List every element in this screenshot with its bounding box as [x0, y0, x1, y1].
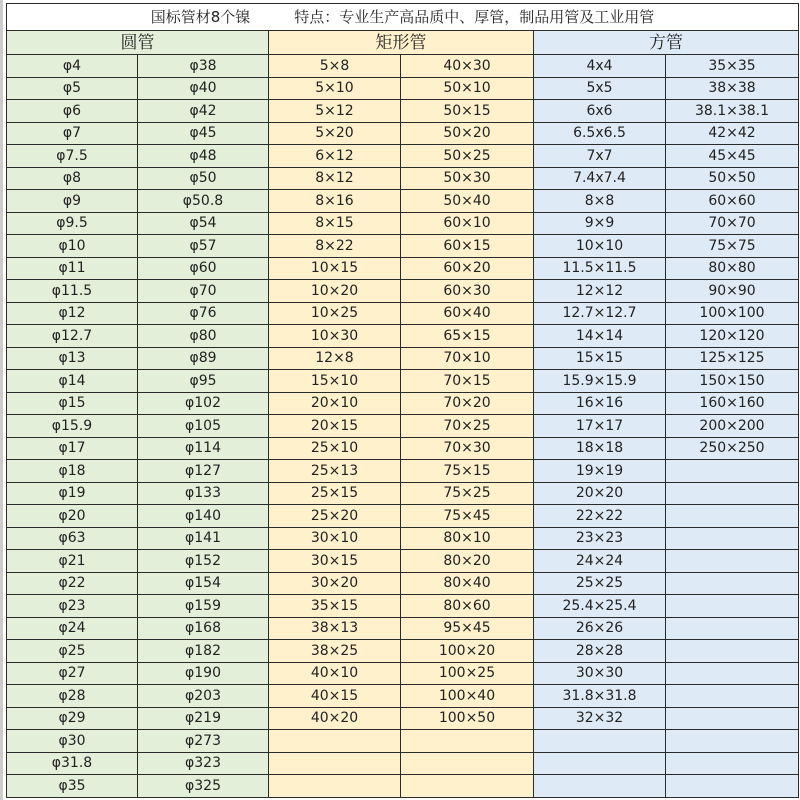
rect-size-b-cell: 60×15: [401, 235, 534, 258]
rect-size-b-cell: 100×40: [401, 685, 534, 708]
table-row: [7, 190, 799, 213]
square-size-a-cell: 9×9: [534, 212, 666, 235]
round-size-b-cell: φ57: [138, 235, 269, 258]
table-row: [7, 280, 799, 303]
rect-size-b-cell: 95×45: [401, 617, 534, 640]
rect-size-b-cell: 70×15: [401, 370, 534, 393]
table-row: [7, 572, 799, 595]
square-size-b-cell: [666, 460, 799, 483]
header-square-pipe: 方管: [534, 31, 799, 55]
round-size-b-cell: φ95: [138, 370, 269, 393]
rect-size-b-cell: 75×25: [401, 482, 534, 505]
rect-size-a-cell: 25×20: [269, 505, 401, 528]
table-row: [7, 437, 799, 460]
round-size-a-cell: φ10: [7, 235, 138, 258]
square-size-b-cell: 125×125: [666, 347, 799, 370]
round-size-a-cell: φ15.9: [7, 415, 138, 438]
round-size-b-cell: φ182: [138, 640, 269, 663]
table-row: [7, 302, 799, 325]
square-size-a-cell: 30×30: [534, 662, 666, 685]
table-row: [7, 640, 799, 663]
table-row: [7, 257, 799, 280]
table-row: [7, 212, 799, 235]
square-size-a-cell: 6x6: [534, 100, 666, 123]
rect-size-a-cell: 6×12: [269, 145, 401, 168]
round-size-b-cell: φ60: [138, 257, 269, 280]
rect-size-a-cell: 8×15: [269, 212, 401, 235]
square-size-b-cell: [666, 527, 799, 550]
table-row: [7, 752, 799, 775]
square-size-b-cell: [666, 662, 799, 685]
round-size-a-cell: φ6: [7, 100, 138, 123]
round-size-a-cell: φ27: [7, 662, 138, 685]
square-size-a-cell: 15.9×15.9: [534, 370, 666, 393]
round-size-b-cell: φ76: [138, 302, 269, 325]
square-size-a-cell: 17×17: [534, 415, 666, 438]
round-size-b-cell: φ323: [138, 752, 269, 775]
round-size-b-cell: φ152: [138, 550, 269, 573]
rect-size-b-cell: 70×30: [401, 437, 534, 460]
round-size-b-cell: φ54: [138, 212, 269, 235]
round-size-a-cell: φ14: [7, 370, 138, 393]
rect-size-b-cell: 80×40: [401, 572, 534, 595]
rect-size-b-cell: 60×40: [401, 302, 534, 325]
table-row: [7, 77, 799, 100]
square-size-b-cell: [666, 482, 799, 505]
rect-size-a-cell: 40×15: [269, 685, 401, 708]
rect-size-b-cell: 75×15: [401, 460, 534, 483]
rect-size-b-cell: [401, 752, 534, 775]
table-row: [7, 550, 799, 573]
table-row: [7, 415, 799, 438]
rect-size-b-cell: 60×20: [401, 257, 534, 280]
round-size-b-cell: φ48: [138, 145, 269, 168]
rect-size-b-cell: 50×10: [401, 77, 534, 100]
round-size-b-cell: φ50.8: [138, 190, 269, 213]
table-row: [7, 392, 799, 415]
rect-size-b-cell: 100×50: [401, 707, 534, 730]
table-row: [7, 460, 799, 483]
rect-size-a-cell: [269, 775, 401, 798]
square-size-a-cell: 31.8×31.8: [534, 685, 666, 708]
round-size-a-cell: φ11.5: [7, 280, 138, 303]
round-size-a-cell: φ8: [7, 167, 138, 190]
rect-size-b-cell: 80×20: [401, 550, 534, 573]
rect-size-a-cell: 10×25: [269, 302, 401, 325]
table-row: [7, 775, 799, 798]
rect-size-a-cell: 10×20: [269, 280, 401, 303]
square-size-a-cell: [534, 775, 666, 798]
round-size-b-cell: φ40: [138, 77, 269, 100]
title-name: 国标管材8个镍: [150, 8, 251, 26]
table-row: [7, 617, 799, 640]
rect-size-b-cell: 50×40: [401, 190, 534, 213]
round-size-b-cell: φ154: [138, 572, 269, 595]
square-size-b-cell: [666, 617, 799, 640]
square-size-b-cell: [666, 550, 799, 573]
rect-size-b-cell: 70×10: [401, 347, 534, 370]
round-size-a-cell: φ63: [7, 527, 138, 550]
round-size-b-cell: φ45: [138, 122, 269, 145]
square-size-a-cell: 20×20: [534, 482, 666, 505]
round-size-a-cell: φ17: [7, 437, 138, 460]
rect-size-a-cell: 20×15: [269, 415, 401, 438]
round-size-b-cell: φ127: [138, 460, 269, 483]
rect-size-b-cell: [401, 730, 534, 753]
square-size-a-cell: 23×23: [534, 527, 666, 550]
square-size-b-cell: 250×250: [666, 437, 799, 460]
square-size-a-cell: 15×15: [534, 347, 666, 370]
round-size-b-cell: φ325: [138, 775, 269, 798]
rect-size-a-cell: 30×20: [269, 572, 401, 595]
square-size-b-cell: 70×70: [666, 212, 799, 235]
square-size-b-cell: 120×120: [666, 325, 799, 348]
rect-size-a-cell: 8×16: [269, 190, 401, 213]
square-size-b-cell: [666, 775, 799, 798]
square-size-b-cell: 50×50: [666, 167, 799, 190]
round-size-b-cell: φ140: [138, 505, 269, 528]
square-size-b-cell: 200×200: [666, 415, 799, 438]
table-row: [7, 370, 799, 393]
square-size-b-cell: 42×42: [666, 122, 799, 145]
round-size-a-cell: φ5: [7, 77, 138, 100]
rect-size-a-cell: 5×10: [269, 77, 401, 100]
square-size-b-cell: 90×90: [666, 280, 799, 303]
round-size-a-cell: φ11: [7, 257, 138, 280]
square-size-a-cell: 18×18: [534, 437, 666, 460]
round-size-a-cell: φ12: [7, 302, 138, 325]
table-row: [7, 685, 799, 708]
table-row: [7, 235, 799, 258]
square-size-b-cell: [666, 730, 799, 753]
square-size-a-cell: 8×8: [534, 190, 666, 213]
square-size-b-cell: 38.1×38.1: [666, 100, 799, 123]
round-size-a-cell: φ28: [7, 685, 138, 708]
rect-size-b-cell: 40×30: [401, 55, 534, 78]
rect-size-a-cell: 25×15: [269, 482, 401, 505]
square-size-b-cell: 160×160: [666, 392, 799, 415]
round-size-a-cell: φ22: [7, 572, 138, 595]
square-size-a-cell: 14×14: [534, 325, 666, 348]
header-round-pipe: 圆管: [7, 31, 269, 55]
round-size-a-cell: φ20: [7, 505, 138, 528]
round-size-a-cell: φ4: [7, 55, 138, 78]
square-size-a-cell: 28×28: [534, 640, 666, 663]
square-size-a-cell: 26×26: [534, 617, 666, 640]
round-size-a-cell: φ23: [7, 595, 138, 618]
square-size-b-cell: [666, 572, 799, 595]
round-size-a-cell: φ9.5: [7, 212, 138, 235]
square-size-b-cell: 45×45: [666, 145, 799, 168]
round-size-b-cell: φ42: [138, 100, 269, 123]
header-rect-pipe: 矩形管: [269, 31, 534, 55]
square-size-b-cell: 60×60: [666, 190, 799, 213]
rect-size-b-cell: 50×15: [401, 100, 534, 123]
square-size-a-cell: 16×16: [534, 392, 666, 415]
title-cell: [7, 4, 799, 31]
rect-size-b-cell: 65×15: [401, 325, 534, 348]
round-size-b-cell: φ141: [138, 527, 269, 550]
square-size-a-cell: 4x4: [534, 55, 666, 78]
round-size-a-cell: φ12.7: [7, 325, 138, 348]
rect-size-a-cell: 10×30: [269, 325, 401, 348]
rect-size-a-cell: 38×25: [269, 640, 401, 663]
square-size-b-cell: [666, 685, 799, 708]
rect-size-b-cell: 100×20: [401, 640, 534, 663]
square-size-a-cell: 7x7: [534, 145, 666, 168]
square-size-b-cell: 75×75: [666, 235, 799, 258]
rect-size-b-cell: 75×45: [401, 505, 534, 528]
rect-size-a-cell: 5×12: [269, 100, 401, 123]
table-row: [7, 662, 799, 685]
left-edge-shadow: [0, 0, 3, 800]
square-size-a-cell: 22×22: [534, 505, 666, 528]
square-size-b-cell: [666, 752, 799, 775]
rect-size-a-cell: 30×15: [269, 550, 401, 573]
round-size-a-cell: φ18: [7, 460, 138, 483]
title-row: [7, 4, 799, 31]
square-size-b-cell: [666, 595, 799, 618]
rect-size-a-cell: [269, 752, 401, 775]
rect-size-a-cell: 35×15: [269, 595, 401, 618]
round-size-a-cell: φ7.5: [7, 145, 138, 168]
round-size-a-cell: φ7: [7, 122, 138, 145]
rect-size-a-cell: 40×20: [269, 707, 401, 730]
rect-size-b-cell: 50×30: [401, 167, 534, 190]
square-size-b-cell: [666, 707, 799, 730]
square-size-a-cell: 25×25: [534, 572, 666, 595]
square-size-a-cell: 25.4×25.4: [534, 595, 666, 618]
rect-size-b-cell: 100×25: [401, 662, 534, 685]
round-size-a-cell: φ19: [7, 482, 138, 505]
square-size-b-cell: [666, 640, 799, 663]
round-size-b-cell: φ159: [138, 595, 269, 618]
rect-size-a-cell: 30×10: [269, 527, 401, 550]
square-size-b-cell: 80×80: [666, 257, 799, 280]
rect-size-a-cell: 25×10: [269, 437, 401, 460]
rect-size-a-cell: 20×10: [269, 392, 401, 415]
rect-size-a-cell: 12×8: [269, 347, 401, 370]
round-size-a-cell: φ25: [7, 640, 138, 663]
square-size-b-cell: 38×38: [666, 77, 799, 100]
round-size-b-cell: φ50: [138, 167, 269, 190]
square-size-a-cell: 19×19: [534, 460, 666, 483]
round-size-a-cell: φ24: [7, 617, 138, 640]
square-size-a-cell: 32×32: [534, 707, 666, 730]
rect-size-a-cell: 40×10: [269, 662, 401, 685]
round-size-b-cell: φ89: [138, 347, 269, 370]
square-size-a-cell: 6.5x6.5: [534, 122, 666, 145]
square-size-b-cell: 100×100: [666, 302, 799, 325]
round-size-b-cell: φ70: [138, 280, 269, 303]
round-size-b-cell: φ203: [138, 685, 269, 708]
round-size-b-cell: φ80: [138, 325, 269, 348]
rect-size-b-cell: 50×25: [401, 145, 534, 168]
table-row: [7, 100, 799, 123]
rect-size-a-cell: 38×13: [269, 617, 401, 640]
rect-size-a-cell: 5×8: [269, 55, 401, 78]
table-row: [7, 122, 799, 145]
square-size-a-cell: 12.7×12.7: [534, 302, 666, 325]
round-size-a-cell: φ31.8: [7, 752, 138, 775]
rect-size-a-cell: [269, 730, 401, 753]
table-row: [7, 347, 799, 370]
rect-size-b-cell: 60×30: [401, 280, 534, 303]
table-row: [7, 730, 799, 753]
round-size-b-cell: φ168: [138, 617, 269, 640]
table-row: [7, 505, 799, 528]
rect-size-b-cell: 50×20: [401, 122, 534, 145]
rect-size-b-cell: 70×25: [401, 415, 534, 438]
title-features: 特点：专业生产高品质中、厚管，制品用管及工业用管: [294, 8, 655, 26]
square-size-b-cell: [666, 505, 799, 528]
rect-size-a-cell: 8×12: [269, 167, 401, 190]
rect-size-a-cell: 15×10: [269, 370, 401, 393]
round-size-a-cell: φ21: [7, 550, 138, 573]
rect-size-a-cell: 8×22: [269, 235, 401, 258]
round-size-b-cell: φ273: [138, 730, 269, 753]
table-row: [7, 145, 799, 168]
round-size-b-cell: φ190: [138, 662, 269, 685]
round-size-b-cell: φ102: [138, 392, 269, 415]
table-row: [7, 325, 799, 348]
square-size-a-cell: 12×12: [534, 280, 666, 303]
rect-size-a-cell: 5×20: [269, 122, 401, 145]
square-size-a-cell: [534, 752, 666, 775]
square-size-a-cell: 11.5×11.5: [534, 257, 666, 280]
table-row: [7, 167, 799, 190]
round-size-a-cell: φ30: [7, 730, 138, 753]
rect-size-b-cell: [401, 775, 534, 798]
square-size-a-cell: [534, 730, 666, 753]
round-size-a-cell: φ13: [7, 347, 138, 370]
header-row: [7, 31, 799, 55]
round-size-b-cell: φ38: [138, 55, 269, 78]
square-size-b-cell: 35×35: [666, 55, 799, 78]
rect-size-b-cell: 70×20: [401, 392, 534, 415]
square-size-a-cell: 24×24: [534, 550, 666, 573]
table-row: [7, 55, 799, 78]
table-row: [7, 595, 799, 618]
square-size-a-cell: 10×10: [534, 235, 666, 258]
rect-size-b-cell: 60×10: [401, 212, 534, 235]
round-size-b-cell: φ114: [138, 437, 269, 460]
table-row: [7, 707, 799, 730]
round-size-a-cell: φ29: [7, 707, 138, 730]
round-size-b-cell: φ133: [138, 482, 269, 505]
rect-size-a-cell: 10×15: [269, 257, 401, 280]
table-row: [7, 482, 799, 505]
pipe-spec-table: [6, 3, 799, 798]
round-size-b-cell: φ219: [138, 707, 269, 730]
round-size-a-cell: φ15: [7, 392, 138, 415]
rect-size-b-cell: 80×10: [401, 527, 534, 550]
round-size-b-cell: φ105: [138, 415, 269, 438]
round-size-a-cell: φ35: [7, 775, 138, 798]
square-size-a-cell: 7.4x7.4: [534, 167, 666, 190]
square-size-a-cell: 5x5: [534, 77, 666, 100]
rect-size-a-cell: 25×13: [269, 460, 401, 483]
table-row: [7, 527, 799, 550]
round-size-a-cell: φ9: [7, 190, 138, 213]
square-size-b-cell: 150×150: [666, 370, 799, 393]
rect-size-b-cell: 80×60: [401, 595, 534, 618]
